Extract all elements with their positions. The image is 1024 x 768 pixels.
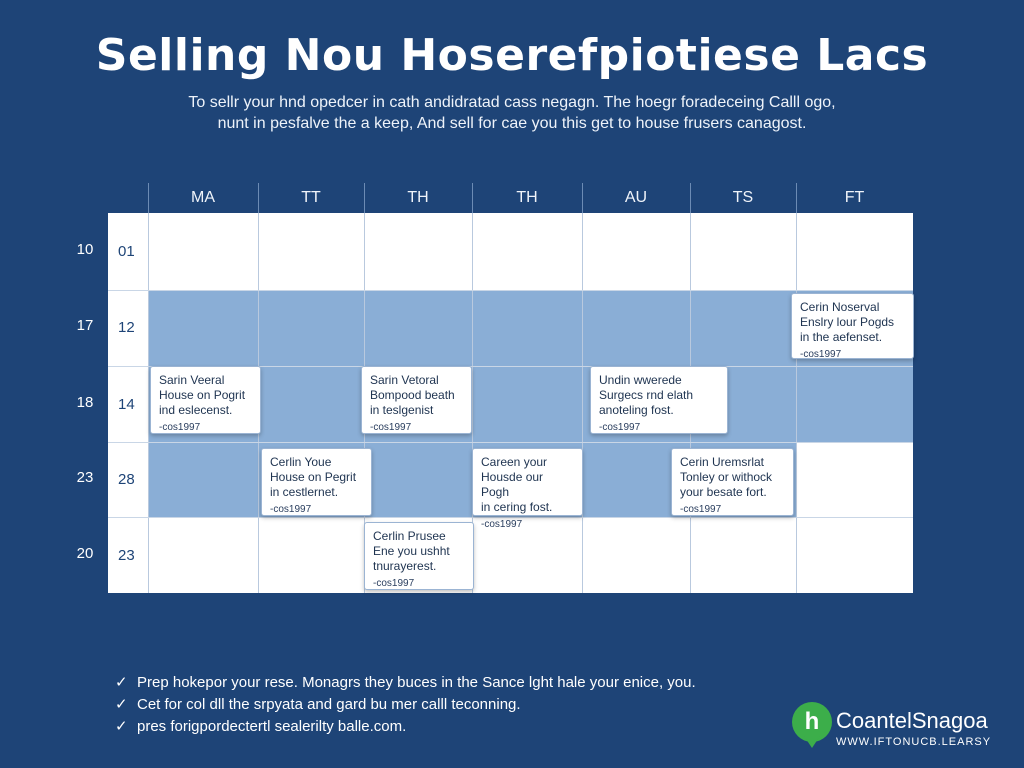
day-header: TT xyxy=(301,189,321,206)
event-line: Careen your xyxy=(481,455,548,469)
event-code: -cos1997 xyxy=(599,422,641,433)
subtitle-line: nunt in pesfalve the a keep, And sell for cae you this get to house frusers canagost. xyxy=(217,115,807,132)
header-divider xyxy=(690,183,691,213)
event-line: ind eslecenst. xyxy=(159,403,233,417)
event-line: Cerin Noserval xyxy=(800,300,880,314)
event-card[interactable] xyxy=(261,448,372,516)
event-card[interactable] xyxy=(361,366,472,434)
brand-pin-icon: h xyxy=(792,702,832,742)
brand-pin-tail xyxy=(804,736,820,748)
grid-line xyxy=(108,442,913,443)
event-code: -cos1997 xyxy=(800,349,842,360)
grid-line xyxy=(582,213,583,593)
row-sublabel: 14 xyxy=(118,396,135,413)
calendar xyxy=(76,183,913,593)
event-code: -cos1997 xyxy=(270,504,312,515)
day-header: TH xyxy=(407,189,429,206)
row-label: 17 xyxy=(76,317,94,334)
event-code: -cos1997 xyxy=(481,519,523,530)
subtitle-line: To sellr your hnd opedcer in cath andidratad cass negagn. The hoegr foradeceing Calll ogo, xyxy=(188,94,836,111)
event-code: -cos1997 xyxy=(159,422,201,433)
event-line: House on Pegrit xyxy=(270,470,357,484)
grid-line xyxy=(108,290,913,291)
checklist xyxy=(115,672,696,738)
event-line: Cerin Uremsrlat xyxy=(680,455,765,469)
event-line: House on Pogrit xyxy=(159,388,246,402)
row-label: 23 xyxy=(76,469,94,486)
event-line: Sarin Vetoral xyxy=(370,373,439,387)
brand-url: WWW.IFTONUCB.LEARSY xyxy=(836,736,992,748)
checklist-text: pres forigpordectertl sealerilty balle.com. xyxy=(137,718,407,735)
event-line: your besate fort. xyxy=(680,485,767,499)
event-line: Housde our Pogh xyxy=(481,470,544,499)
checklist-text: Prep hokepor your rese. Monagrs they buces in the Sance lght hale your enice, you. xyxy=(137,674,696,691)
row-sublabel: 01 xyxy=(118,243,135,260)
check-icon: ✓ xyxy=(115,696,128,713)
event-card[interactable] xyxy=(671,448,794,516)
checklist-item xyxy=(115,716,696,738)
event-line: Enslry lour Pogds xyxy=(800,315,895,329)
row-sublabel: 23 xyxy=(118,547,135,564)
row-sublabel: 12 xyxy=(118,319,135,336)
event-line: Tonley or withock xyxy=(680,470,773,484)
check-icon: ✓ xyxy=(115,718,128,735)
day-header: MA xyxy=(191,189,215,206)
event-line: in the aefenset. xyxy=(800,330,883,344)
grid-line xyxy=(148,213,149,593)
event-line: in cering fost. xyxy=(481,500,553,514)
event-line: anoteling fost. xyxy=(599,403,674,417)
event-line: Ene you ushht xyxy=(373,544,450,558)
event-code: -cos1997 xyxy=(373,578,415,589)
event-line: Undin wwerede xyxy=(599,373,682,387)
row-label: 18 xyxy=(76,394,94,411)
row-sublabel: 28 xyxy=(118,471,135,488)
row-label: 10 xyxy=(76,241,94,258)
day-header: FT xyxy=(844,189,865,206)
day-header: AU xyxy=(624,189,648,206)
event-line: Cerlin Prusee xyxy=(373,529,446,543)
checklist-text: Cet for col dll the srpyata and gard bu mer calll teconning. xyxy=(137,696,521,713)
event-card[interactable] xyxy=(150,366,261,434)
grid-line xyxy=(796,213,797,593)
checklist-item xyxy=(115,672,696,694)
header-divider xyxy=(364,183,365,213)
header-divider xyxy=(258,183,259,213)
event-line: in cestlernet. xyxy=(270,485,339,499)
event-card[interactable] xyxy=(472,448,583,530)
page-subtitle xyxy=(100,92,924,134)
day-header: TS xyxy=(732,189,754,206)
event-line: Sarin Veeral xyxy=(159,373,225,387)
day-header: TH xyxy=(516,189,538,206)
brand-logo xyxy=(792,702,1002,752)
event-line: in teslgenist xyxy=(370,403,434,417)
event-line: Bompood beath xyxy=(370,388,455,402)
event-code: -cos1997 xyxy=(680,504,722,515)
page-title: Selling Nou Hoserefpiotiese Lacs xyxy=(95,30,929,81)
check-icon: ✓ xyxy=(115,674,128,691)
checklist-item xyxy=(115,694,696,716)
event-line: Cerlin Youe xyxy=(270,455,332,469)
header-divider xyxy=(796,183,797,213)
header-divider xyxy=(148,183,149,213)
row-label: 20 xyxy=(76,545,94,562)
event-line: Surgecs rnd elath xyxy=(599,388,694,402)
brand-name: CoantelSnagoa xyxy=(836,708,988,733)
event-card[interactable] xyxy=(364,522,474,590)
event-card[interactable] xyxy=(791,293,914,359)
event-code: -cos1997 xyxy=(370,422,412,433)
event-card[interactable] xyxy=(590,366,728,434)
header-divider xyxy=(582,183,583,213)
event-line: tnurayerest. xyxy=(373,559,437,573)
header-divider xyxy=(472,183,473,213)
